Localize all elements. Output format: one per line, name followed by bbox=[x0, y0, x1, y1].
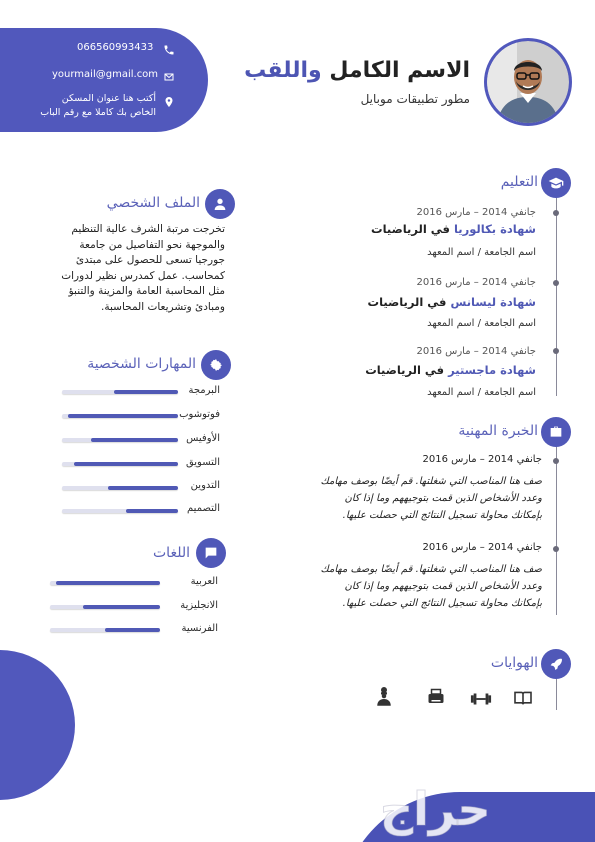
education-degree bbox=[330, 295, 536, 309]
languages-section-icon bbox=[196, 538, 226, 568]
profile-line: ومبادئ وتشريعات المحاسبة. bbox=[101, 300, 225, 313]
hobbies-title: الهوايات bbox=[490, 655, 538, 671]
language-label: الانجليزية bbox=[180, 600, 218, 611]
experience-line: بإمكانك محاولة تسجيل النتائج التي حصلت عليها. bbox=[342, 598, 542, 609]
phone-text: 066560993433 bbox=[77, 42, 154, 53]
profile-title: الملف الشخصي bbox=[106, 195, 200, 211]
language-bar bbox=[50, 605, 160, 609]
profile-text bbox=[20, 222, 225, 315]
education-title: التعليم bbox=[500, 174, 538, 190]
timeline-dot bbox=[553, 546, 559, 552]
skill-label: التسويق bbox=[185, 457, 220, 468]
skill-label: التدوين bbox=[190, 480, 220, 491]
degree-name: شهادة ليسانس bbox=[450, 295, 536, 309]
language-label: الفرنسية bbox=[181, 623, 218, 634]
experience-line: صف هنا المناصب التي شغلتها. قم أيضًا بوصف مهامك bbox=[320, 564, 542, 575]
language-bar-fill bbox=[83, 605, 160, 609]
language-bar bbox=[50, 581, 160, 585]
skill-bar-fill bbox=[114, 390, 178, 394]
language-bar-fill bbox=[105, 628, 160, 632]
decorative-circle bbox=[0, 650, 75, 800]
chef-icon bbox=[375, 686, 393, 706]
education-timeline-line bbox=[556, 196, 557, 396]
experience-date: جانفي 2014 – مارس 2016 bbox=[422, 454, 542, 465]
graduation-cap-icon bbox=[541, 168, 571, 198]
education-school: اسم الجامعة / اسم المعهد bbox=[427, 387, 536, 398]
skill-bar-fill bbox=[126, 509, 178, 513]
experience-line: صف هنا المناصب التي شغلتها. قم أيضًا بوصف مهامك bbox=[320, 476, 542, 487]
education-date: جانفي 2014 – مارس 2016 bbox=[416, 207, 536, 218]
profile-line: والموجهة نحو التفاصيل من جامعة bbox=[79, 238, 225, 251]
watermark-logo: حراج bbox=[380, 782, 491, 836]
job-title: مطور تطبيقات موبايل bbox=[360, 92, 470, 106]
education-date: جانفي 2014 – مارس 2016 bbox=[416, 346, 536, 357]
language-label: العربية bbox=[190, 576, 218, 587]
degree-name: شهادة ماجستير bbox=[448, 363, 536, 377]
name-part1: الاسم الكامل bbox=[329, 58, 470, 83]
rocket-icon bbox=[541, 649, 571, 679]
education-school: اسم الجامعة / اسم المعهد bbox=[427, 318, 536, 329]
profile-line: كمحاسب. عمل كمدرس نظير لدورات bbox=[61, 269, 225, 282]
skill-label: التصميم bbox=[187, 503, 220, 514]
experience-description bbox=[260, 561, 542, 612]
experience-date: جانفي 2014 – مارس 2016 bbox=[422, 542, 542, 553]
education-degree bbox=[330, 222, 536, 236]
timeline-dot bbox=[553, 348, 559, 354]
experience-description bbox=[260, 473, 542, 524]
skill-bar bbox=[62, 486, 178, 490]
timeline-dot bbox=[553, 210, 559, 216]
profile-line: مثل المحاسبة العامة والمزينة والتنبؤ bbox=[68, 285, 225, 297]
skill-bar-fill bbox=[91, 438, 178, 442]
address-line1: أكتب هنا عنوان المسكن bbox=[61, 93, 156, 104]
experience-line: بإمكانك محاولة تسجيل النتائج التي حصلت عليها. bbox=[342, 510, 542, 521]
typewriter-icon bbox=[427, 688, 445, 706]
skill-bar-fill bbox=[74, 462, 178, 466]
profile-section-icon bbox=[205, 189, 235, 219]
experience-line: وعدد الأشخاص الذين قمت بتوجيههم وما إذا كان bbox=[344, 581, 542, 592]
location-icon bbox=[163, 94, 175, 108]
degree-field: في الرياضيات bbox=[365, 363, 445, 377]
skill-bar-fill bbox=[68, 414, 178, 418]
skill-label: الأوفيس bbox=[186, 433, 220, 444]
profile-line: جورجيا تسعى للحصول على مبتدئ bbox=[75, 254, 225, 266]
full-name bbox=[200, 58, 470, 83]
profile-photo bbox=[484, 38, 572, 126]
skill-bar bbox=[62, 438, 178, 442]
skills-section-icon bbox=[201, 350, 231, 380]
experience-timeline-line bbox=[556, 445, 557, 615]
email-icon bbox=[163, 68, 175, 80]
briefcase-icon bbox=[541, 417, 571, 447]
skill-label: البرمجة bbox=[188, 385, 220, 396]
email-text: yourmail@gmail.com bbox=[52, 69, 159, 80]
address-line2: الخاص بك كاملا مع رقم الباب bbox=[40, 107, 156, 118]
experience-title: الخبرة المهنية bbox=[458, 423, 538, 439]
degree-name: شهادة بكالوريا bbox=[453, 222, 536, 236]
skill-bar bbox=[62, 390, 178, 394]
education-school: اسم الجامعة / اسم المعهد bbox=[427, 247, 536, 258]
degree-field: في الرياضيات bbox=[371, 222, 450, 236]
degree-field: في الرياضيات bbox=[367, 295, 447, 309]
profile-line: تخرجت مرتبة الشرف عالية التنظيم bbox=[71, 223, 225, 235]
phone-icon bbox=[163, 41, 175, 53]
book-icon bbox=[513, 690, 533, 706]
skill-label: فوتوشوب bbox=[179, 409, 220, 420]
education-degree bbox=[330, 363, 536, 377]
timeline-dot bbox=[553, 458, 559, 464]
language-bar bbox=[50, 628, 160, 632]
languages-title: اللغات bbox=[153, 545, 190, 561]
language-bar-fill bbox=[56, 581, 161, 585]
name-part2: واللقب bbox=[244, 58, 322, 83]
skill-bar bbox=[62, 462, 178, 466]
skills-title: المهارات الشخصية bbox=[87, 356, 196, 372]
experience-line: وعدد الأشخاص الذين قمت بتوجيههم وما إذا كان bbox=[344, 493, 542, 504]
dumbbell-icon bbox=[470, 691, 492, 705]
skill-bar-fill bbox=[108, 486, 178, 490]
skill-bar bbox=[62, 414, 178, 418]
education-date: جانفي 2014 – مارس 2016 bbox=[416, 277, 536, 288]
skill-bar bbox=[62, 509, 178, 513]
timeline-dot bbox=[553, 280, 559, 286]
